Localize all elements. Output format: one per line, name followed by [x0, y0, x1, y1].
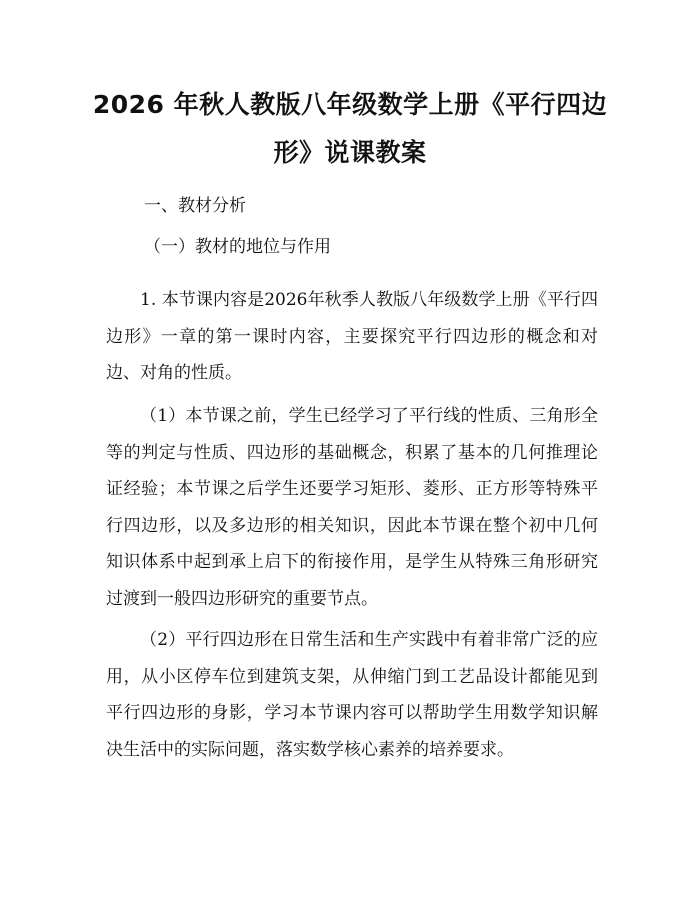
paragraph-2: （1）本节课之前，学生已经学习了平行线的性质、三角形全等的判定与性质、四边形的基础概念，积累了基本的几何推理论证经验；本节课之后学生还要学习矩形、菱形、正方形等特殊平行四边形，以及多边形的相关知识，因此本节课在整个初中几何知识体系中起到承上启下的衔接作用，是学生从特殊三角形研究过渡到一般四边形研究的重要节点。 — [106, 406, 598, 609]
document-title-line-2: 形》说课教案 — [273, 138, 427, 167]
paragraph-1: 1. 本节课内容是2026年秋季人教版八年级数学上册《平行四边形》一章的第一课时内容，主要探究平行四边形的概念和对边、对角的性质。 — [106, 290, 598, 383]
subsection-heading: （一）教材的地位与作用 — [144, 237, 331, 257]
paragraph-3: （2）平行四边形在日常生活和生产实践中有着非常广泛的应用，从小区停车位到建筑支架，从伸缩门到工艺品设计都能见到平行四边形的身影，学习本节课内容可以帮助学生用数学知识解决生活中的实际问题，落实数学核心素养的培养要求。 — [106, 630, 598, 760]
section-heading: 一、教材分析 — [144, 196, 246, 216]
document-title-line-1: 2026 年秋人教版八年级数学上册《平行四边 — [92, 90, 608, 119]
